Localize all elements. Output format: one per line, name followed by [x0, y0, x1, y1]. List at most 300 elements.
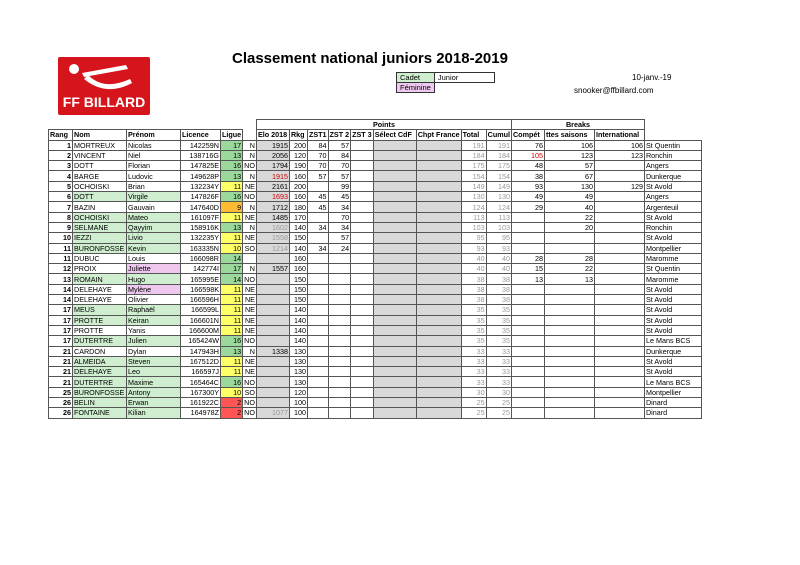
cell-ttes — [544, 387, 594, 397]
cell-club: Dunkerque — [644, 171, 701, 181]
cell-cumul: 149 — [486, 181, 511, 191]
cell-cfr: NO — [244, 398, 255, 408]
cell-cfr: N — [243, 202, 257, 212]
cell-ttes — [544, 346, 594, 356]
cell-ligue: 16 — [221, 161, 243, 171]
cell-intl — [594, 387, 644, 397]
cell-intl: 123 — [594, 150, 644, 160]
table-row — [49, 408, 702, 418]
col-header-z1: ZST1 — [308, 130, 327, 140]
cell-elo — [256, 274, 289, 284]
cell-z1 — [307, 336, 328, 346]
cell-rkg: 150 — [289, 274, 307, 284]
cell-elo: 1712 — [256, 202, 289, 212]
cell-total: 184 — [461, 150, 486, 160]
cell-club: St Avold — [644, 295, 701, 305]
cell-intl — [594, 336, 644, 346]
cell-cfr: NE — [243, 305, 257, 315]
cell-club: St Avold — [644, 181, 701, 191]
cell-z3 — [351, 336, 374, 346]
cell-rang: 2 — [49, 150, 73, 160]
cell-z3 — [351, 171, 374, 181]
cell-licence: 164978Z — [181, 408, 221, 418]
cell-z1 — [307, 325, 328, 335]
cell-ligue: 11 — [221, 315, 243, 325]
cell-club: St Avold — [644, 284, 701, 294]
cell-comp: 28 — [511, 253, 544, 263]
cell-ttes — [544, 398, 594, 408]
cell-ligue: 17 — [221, 140, 243, 150]
cell-z2: 99 — [328, 181, 351, 191]
cell-z1 — [307, 315, 328, 325]
cell-cfr: NE — [243, 367, 257, 377]
col-header-z2: ZST 2 — [329, 130, 350, 140]
cell-ligue: 11 — [221, 181, 243, 191]
cell-prenom: Antony — [127, 387, 181, 397]
cell-ligue: 16 — [221, 336, 243, 346]
cell-z1: 57 — [307, 171, 328, 181]
cell-club: Ronchin — [644, 222, 701, 232]
cell-ttes: 40 — [544, 202, 594, 212]
table-row — [49, 171, 702, 181]
cell-z2 — [328, 325, 351, 335]
cell-z1 — [307, 387, 328, 397]
cell-chpt — [416, 161, 461, 171]
cell-cumul: 38 — [486, 295, 511, 305]
table-row — [49, 233, 702, 243]
table-row — [49, 212, 702, 222]
cell-intl — [594, 408, 644, 418]
cell-ttes — [544, 295, 594, 305]
cell-z3 — [351, 202, 374, 212]
cell-z1 — [307, 346, 328, 356]
cell-ligue: 16 — [221, 377, 243, 387]
cell-intl — [594, 192, 644, 202]
cell-licence: 147943H — [181, 346, 221, 356]
cell-cumul: 124 — [486, 202, 511, 212]
cell-ttes: 22 — [544, 264, 594, 274]
cell-rang: 13 — [49, 274, 73, 284]
cell-intl — [594, 367, 644, 377]
cell-z3 — [351, 253, 374, 263]
cell-sel — [373, 192, 416, 202]
cell-comp — [511, 336, 544, 346]
cell-rang: 11 — [49, 253, 73, 263]
cell-licence: 161922C — [181, 398, 221, 408]
cell-cumul: 25 — [486, 398, 511, 408]
cell-ligue: 16 — [221, 192, 243, 202]
cell-rang: 10 — [49, 233, 73, 243]
cell-club: Maromme — [644, 253, 701, 263]
table-row — [49, 243, 702, 253]
cell-prenom: Juliette — [127, 264, 181, 274]
cell-nom: DELEHAYE — [73, 367, 127, 377]
cell-rkg: 160 — [289, 253, 307, 263]
cell-licence: 167300Y — [181, 387, 221, 397]
logo-text: FF BILLARD — [62, 94, 146, 110]
col-header-cumul: Cumul — [487, 130, 510, 140]
cell-prenom: Ludovic — [127, 171, 181, 181]
cell-ligue: 11 — [221, 367, 243, 377]
cell-total: 38 — [461, 284, 486, 294]
cell-cumul: 33 — [486, 356, 511, 366]
cell-nom: PROTTE — [73, 315, 127, 325]
cell-prenom: Hugo — [127, 274, 181, 284]
table-row — [49, 315, 702, 325]
cell-nom: DOTT — [73, 192, 127, 202]
cell-z2 — [328, 274, 351, 284]
cell-z2 — [328, 336, 351, 346]
cell-rkg: 190 — [289, 161, 307, 171]
cell-z3 — [351, 222, 374, 232]
cell-total: 35 — [461, 305, 486, 315]
cell-licence: 142259N — [181, 140, 221, 150]
cell-z2: 57 — [328, 171, 351, 181]
cell-rkg: 130 — [289, 346, 307, 356]
table-row — [49, 222, 702, 232]
cell-chpt — [416, 253, 461, 263]
cell-licence: 158916K — [181, 222, 221, 232]
cell-rkg: 170 — [289, 212, 307, 222]
cell-total: 113 — [461, 212, 486, 222]
cell-rkg: 120 — [289, 387, 307, 397]
cell-ttes — [544, 336, 594, 346]
cell-z1 — [307, 284, 328, 294]
cell-z2 — [328, 264, 351, 274]
col-header-z3: ZST 3 — [352, 130, 372, 140]
cell-rkg: 140 — [289, 315, 307, 325]
cell-ttes — [544, 315, 594, 325]
cell-total: 38 — [461, 274, 486, 284]
cell-ligue: 17 — [221, 264, 243, 274]
cell-rkg: 150 — [289, 233, 307, 243]
cell-cumul: 95 — [486, 233, 511, 243]
cell-nom: BELIN — [73, 398, 127, 408]
cell-rkg: 140 — [289, 222, 307, 232]
cell-z2: 84 — [328, 150, 351, 160]
cell-cfr: NO — [244, 377, 255, 387]
cell-total: 33 — [461, 367, 486, 377]
cell-prenom: Maxime — [127, 377, 181, 387]
cell-cfr: NE — [243, 284, 257, 294]
col-header-licence: Licence — [181, 130, 221, 140]
cell-sel — [373, 140, 416, 150]
cell-sel — [373, 253, 416, 263]
table-row — [49, 284, 702, 294]
cell-z2 — [328, 387, 351, 397]
cell-club: St Avold — [644, 305, 701, 315]
cell-z1: 45 — [307, 192, 328, 202]
cell-nom: DUTERTRE — [73, 336, 127, 346]
cell-rkg: 140 — [289, 336, 307, 346]
cell-sel — [373, 233, 416, 243]
cell-total: 38 — [461, 295, 486, 305]
cell-nom: DELEHAYE — [73, 295, 127, 305]
cell-rang: 21 — [49, 346, 73, 356]
contact-email[interactable]: snooker@ffbillard.com — [574, 86, 654, 95]
cell-sel — [373, 346, 416, 356]
col-header-rkg: Rkg — [289, 130, 307, 140]
cell-comp: 105 — [511, 150, 544, 160]
cell-elo: 1338 — [256, 346, 289, 356]
cell-z2 — [328, 346, 351, 356]
col-header-cfr — [243, 130, 257, 140]
cell-z3 — [351, 305, 374, 315]
cell-chpt — [416, 377, 461, 387]
cell-ligue: 11 — [221, 295, 243, 305]
cell-licence: 166599L — [181, 305, 221, 315]
cell-chpt — [416, 387, 461, 397]
cell-cumul: 154 — [486, 171, 511, 181]
cell-chpt — [416, 367, 461, 377]
cell-comp — [511, 315, 544, 325]
cell-total: 30 — [461, 387, 486, 397]
cell-ttes: 123 — [544, 150, 594, 160]
table-row — [49, 305, 702, 315]
cell-total: 25 — [461, 408, 486, 418]
table-row — [49, 387, 702, 397]
cell-z3 — [351, 161, 374, 171]
cell-prenom: Virgile — [127, 192, 181, 202]
table-row — [49, 295, 702, 305]
cell-rkg: 150 — [289, 284, 307, 294]
cell-intl — [594, 222, 644, 232]
cell-comp: 29 — [511, 202, 544, 212]
cell-club: Angers — [644, 192, 701, 202]
cell-club: St Avold — [644, 367, 701, 377]
table-row — [49, 367, 702, 377]
cell-cfr: NE — [243, 181, 257, 191]
update-date: 10-janv.-19 — [632, 73, 672, 82]
cell-cfr: NO — [244, 408, 255, 418]
cell-sel — [373, 274, 416, 284]
cell-z1: 84 — [307, 140, 328, 150]
cell-rkg: 160 — [289, 171, 307, 181]
cell-intl — [594, 202, 644, 212]
cell-elo: 1558 — [256, 233, 289, 243]
cell-prenom: Louis — [127, 253, 181, 263]
cell-ttes — [544, 233, 594, 243]
cell-chpt — [416, 315, 461, 325]
table-row — [49, 398, 702, 408]
table-row — [49, 150, 702, 160]
cell-ttes — [544, 356, 594, 366]
cell-ttes: 57 — [544, 161, 594, 171]
cell-elo: 1915 — [256, 171, 289, 181]
cell-z1: 34 — [307, 243, 328, 253]
cell-z2: 34 — [328, 202, 351, 212]
cell-total: 154 — [461, 171, 486, 181]
cell-prenom: Livio — [127, 233, 181, 243]
cell-z3 — [351, 243, 374, 253]
cell-rang: 11 — [49, 243, 73, 253]
cell-z2: 70 — [328, 161, 351, 171]
cell-z1: 45 — [307, 202, 328, 212]
cell-z2 — [328, 356, 351, 366]
cell-prenom: Keiran — [127, 315, 181, 325]
cell-licence: 166597J — [181, 367, 221, 377]
cell-rkg: 140 — [289, 305, 307, 315]
legend-feminine: Féminine — [397, 83, 435, 93]
cell-comp — [511, 212, 544, 222]
cell-cfr: N — [243, 222, 257, 232]
cell-ligue: 13 — [221, 346, 243, 356]
cell-prenom: Raphaël — [127, 305, 181, 315]
cell-licence: 132234Y — [181, 181, 221, 191]
cell-ligue: 11 — [221, 305, 243, 315]
cell-z2: 57 — [328, 233, 351, 243]
cell-chpt — [416, 336, 461, 346]
cell-prenom: Olivier — [127, 295, 181, 305]
cell-elo: 1485 — [256, 212, 289, 222]
cell-comp: 48 — [511, 161, 544, 171]
cell-club: St Quentin — [644, 140, 701, 150]
cell-sel — [373, 408, 416, 418]
cell-prenom: Brian — [127, 181, 181, 191]
cell-chpt — [416, 325, 461, 335]
cell-z3 — [351, 325, 374, 335]
cell-sel — [373, 305, 416, 315]
cell-rkg: 200 — [289, 140, 307, 150]
cell-total: 93 — [461, 243, 486, 253]
cell-comp — [511, 377, 544, 387]
col-header-ligue: Ligue — [222, 130, 242, 140]
cell-cumul: 184 — [486, 150, 511, 160]
cell-cfr: SO — [244, 243, 255, 253]
cell-intl — [594, 253, 644, 263]
cell-ttes: 130 — [544, 181, 594, 191]
legend-junior: Junior — [434, 73, 494, 83]
cell-z2: 45 — [328, 192, 351, 202]
cell-z1: 70 — [307, 161, 328, 171]
cell-z2 — [328, 284, 351, 294]
cell-rkg: 140 — [289, 243, 307, 253]
cell-chpt — [416, 346, 461, 356]
cell-nom: SELMANE — [73, 222, 127, 232]
table-row — [49, 192, 702, 202]
cell-prenom: Kilian — [127, 408, 181, 418]
cell-prenom: Dylan — [127, 346, 181, 356]
col-header-club — [644, 130, 701, 140]
cell-licence: 165464C — [181, 377, 221, 387]
cell-rang: 17 — [49, 305, 73, 315]
col-header-chpt: Chpt France — [417, 130, 460, 140]
cell-ligue: 13 — [221, 171, 243, 181]
cell-z1 — [307, 398, 328, 408]
cell-ligue: 11 — [221, 233, 243, 243]
cell-z3 — [351, 192, 374, 202]
cell-z3 — [351, 212, 374, 222]
page-title: Classement national juniors 2018-2019 — [232, 50, 508, 67]
cell-elo — [256, 325, 289, 335]
cell-rang: 17 — [49, 315, 73, 325]
cell-elo — [256, 315, 289, 325]
cell-intl — [594, 233, 644, 243]
cell-chpt — [416, 222, 461, 232]
cell-ligue: 13 — [221, 150, 243, 160]
cell-licence: 166601N — [181, 315, 221, 325]
cell-nom: PROIX — [73, 264, 127, 274]
cell-ttes: 13 — [544, 274, 594, 284]
cell-nom: DUBUC — [73, 253, 127, 263]
cell-intl: 106 — [594, 140, 644, 150]
cell-z1 — [307, 377, 328, 387]
cell-prenom: Florian — [127, 161, 181, 171]
cell-licence: 163335N — [181, 243, 221, 253]
cell-cumul: 30 — [486, 387, 511, 397]
cell-total: 40 — [461, 253, 486, 263]
cell-prenom: Niel — [127, 150, 181, 160]
cell-chpt — [416, 181, 461, 191]
cell-elo — [256, 367, 289, 377]
cell-club: Dunkerque — [644, 346, 701, 356]
cell-sel — [373, 356, 416, 366]
cell-chpt — [416, 356, 461, 366]
cell-rang: 8 — [49, 212, 73, 222]
cell-chpt — [416, 264, 461, 274]
cell-z1: 70 — [307, 150, 328, 160]
cell-chpt — [416, 274, 461, 284]
cell-cumul: 40 — [486, 253, 511, 263]
cell-intl — [594, 264, 644, 274]
cell-chpt — [416, 171, 461, 181]
cell-nom: BARGE — [73, 171, 127, 181]
cell-sel — [373, 222, 416, 232]
cell-elo: 1915 — [256, 140, 289, 150]
cell-elo — [256, 284, 289, 294]
cell-licence: 166098R — [181, 253, 221, 263]
cell-chpt — [416, 233, 461, 243]
cell-sel — [373, 377, 416, 387]
cell-z2 — [328, 408, 351, 418]
cell-comp: 49 — [511, 192, 544, 202]
cell-elo: 1693 — [256, 192, 289, 202]
cell-cfr: NO — [244, 161, 255, 171]
cell-nom: IEZZI — [73, 233, 127, 243]
cell-cumul: 113 — [486, 212, 511, 222]
cell-elo: 1214 — [256, 243, 289, 253]
cell-licence: 147825E — [181, 161, 221, 171]
cell-club: St Avold — [644, 325, 701, 335]
cell-elo: 1602 — [256, 222, 289, 232]
cell-rang: 25 — [49, 387, 73, 397]
cell-ttes — [544, 305, 594, 315]
cell-cfr: NE — [243, 212, 257, 222]
cell-comp — [511, 233, 544, 243]
cell-ttes: 106 — [544, 140, 594, 150]
cell-cfr: SO — [244, 387, 255, 397]
cell-elo: 1557 — [256, 264, 289, 274]
cell-total: 33 — [461, 356, 486, 366]
cell-elo — [256, 305, 289, 315]
cell-nom: DELEHAYE — [73, 284, 127, 294]
cell-nom: FONTAINE — [73, 408, 127, 418]
cell-rkg: 130 — [289, 367, 307, 377]
cell-cumul: 40 — [486, 264, 511, 274]
cell-elo: 2161 — [256, 181, 289, 191]
cell-z3 — [351, 181, 374, 191]
cell-comp: 76 — [511, 140, 544, 150]
cell-chpt — [416, 150, 461, 160]
cell-ligue: 14 — [221, 274, 243, 284]
cell-intl — [594, 274, 644, 284]
cell-rang: 7 — [49, 202, 73, 212]
table-row — [49, 346, 702, 356]
cell-cfr: N — [243, 140, 257, 150]
cell-ligue: 11 — [221, 325, 243, 335]
table-row — [49, 356, 702, 366]
cell-z2 — [328, 367, 351, 377]
